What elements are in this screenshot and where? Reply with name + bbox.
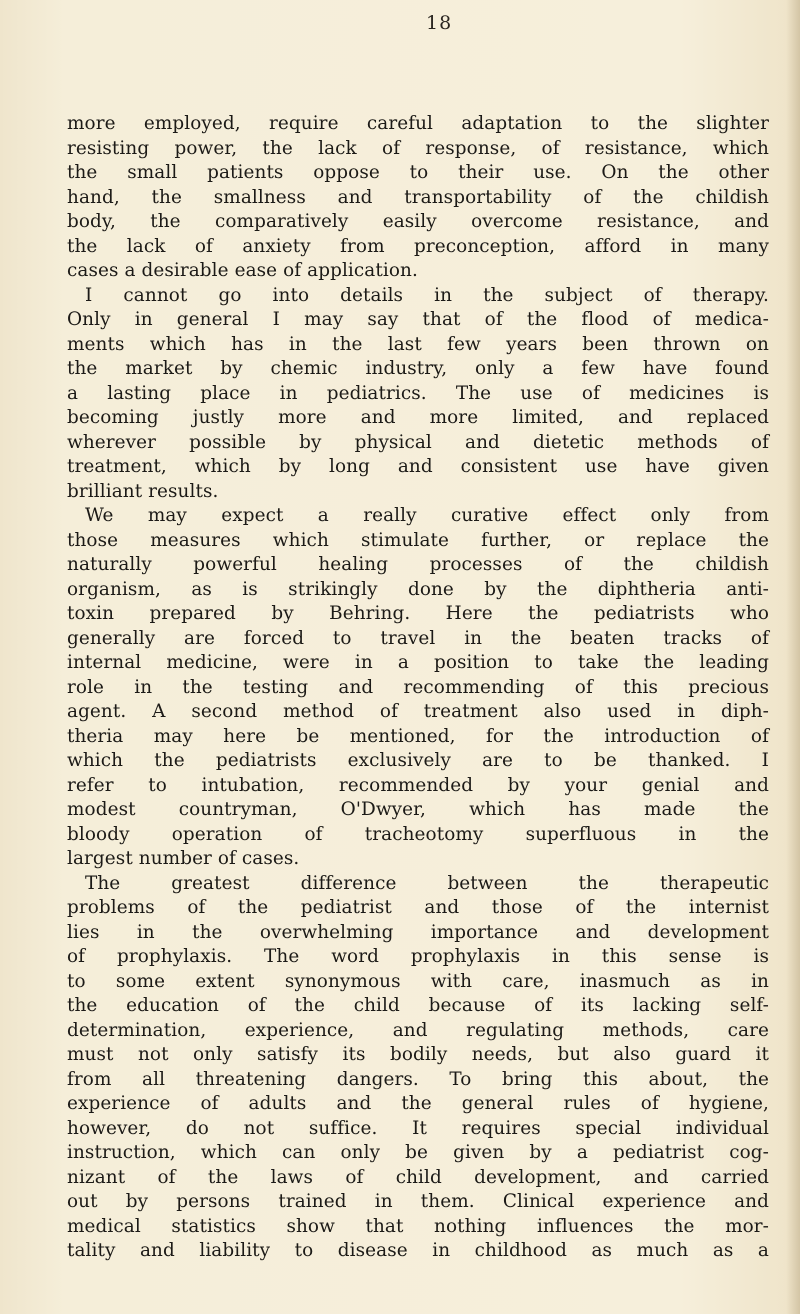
text-line: tality and liability to disease in childhood as much as a (67, 1240, 769, 1261)
text-line: generally are forced to travel in the beaten tracks of (67, 627, 769, 649)
text-line: becoming justly more and more limited, and replaced (67, 407, 769, 428)
page-edge-shadow (786, 0, 800, 1314)
text-line: of prophylaxis. The word prophylaxis in this sense is (67, 946, 769, 967)
text-line: the education of the child because of its lacking self- (67, 995, 769, 1016)
text-line: toxin prepared by Behring. Here the pediatrists who (67, 603, 769, 624)
text-line: treatment, which by long and consistent use have given (67, 456, 769, 477)
text-line: refer to intubation, recommended by your genial and (67, 774, 769, 796)
text-line: the market by chemic industry, only a few have found (67, 358, 769, 379)
text-line: agent. A second method of treatment also used in diph- (67, 701, 769, 722)
text-line: The greatest difference between the therapeutic (85, 872, 769, 894)
text-line: to some extent synonymous with care, inasmuch as in (67, 970, 769, 992)
text-line: Only in general I may say that of the flood of medica- (67, 309, 769, 330)
text-line: naturally powerful healing processes of the childish (67, 554, 769, 575)
text-line: theria may here be mentioned, for the introduction of (67, 725, 769, 747)
text-line: We may expect a really curative effect only from (85, 505, 769, 526)
text-line: role in the testing and recommending of this precious (67, 676, 769, 698)
text-line: body, the comparatively easily overcome resistance, and (67, 211, 769, 232)
text-line: more employed, require careful adaptation to the slighter (67, 113, 769, 134)
text-line: out by persons trained in them. Clinical experience and (67, 1191, 769, 1212)
text-line: wherever possible by physical and dietetic methods of (67, 431, 769, 453)
text-line: nizant of the laws of child development, and carried (67, 1166, 769, 1188)
text-line: internal medicine, were in a position to take the leading (67, 652, 769, 673)
text-line: organism, as is strikingly done by the diphtheria anti- (67, 578, 769, 600)
page-number: 18 (426, 12, 453, 34)
text-line: largest number of cases. (67, 848, 300, 869)
text-line: bloody operation of tracheotomy superfluous in the (67, 823, 769, 845)
body-text (67, 112, 769, 1264)
text-line: however, do not suffice. It requires special individual (67, 1117, 769, 1139)
text-line: the lack of anxiety from preconception, afford in many (67, 235, 769, 257)
text-line: those measures which stimulate further, or replace the (67, 529, 769, 551)
text-line: the small patients oppose to their use. On the other (67, 162, 769, 183)
text-line: instruction, which can only be given by a pediatrist cog- (67, 1142, 769, 1163)
text-line: experience of adults and the general rules of hygiene, (67, 1093, 769, 1114)
text-line: I cannot go into details in the subject of therapy. (85, 284, 769, 306)
text-line: must not only satisfy its bodily needs, but also guard it (67, 1044, 769, 1065)
text-line: problems of the pediatrist and those of the internist (67, 897, 769, 918)
text-line: a lasting place in pediatrics. The use of medicines is (67, 382, 769, 404)
text-line: modest countryman, O'Dwyer, which has made the (67, 799, 769, 820)
text-line: which the pediatrists exclusively are to be thanked. I (67, 750, 769, 771)
text-line: ments which has in the last few years been thrown on (67, 333, 769, 355)
text-line: determination, experience, and regulating methods, care (67, 1019, 769, 1041)
text-line: from all threatening dangers. To bring this about, the (67, 1068, 769, 1090)
text-line: hand, the smallness and transportability of the childish (67, 186, 769, 208)
text-line: resisting power, the lack of response, of resistance, which (67, 137, 769, 159)
text-line: cases a desirable ease of application. (67, 260, 418, 281)
text-line: lies in the overwhelming importance and development (67, 921, 769, 943)
text-line: medical statistics show that nothing influences the mor- (67, 1215, 769, 1237)
text-line: brilliant results. (67, 480, 219, 502)
